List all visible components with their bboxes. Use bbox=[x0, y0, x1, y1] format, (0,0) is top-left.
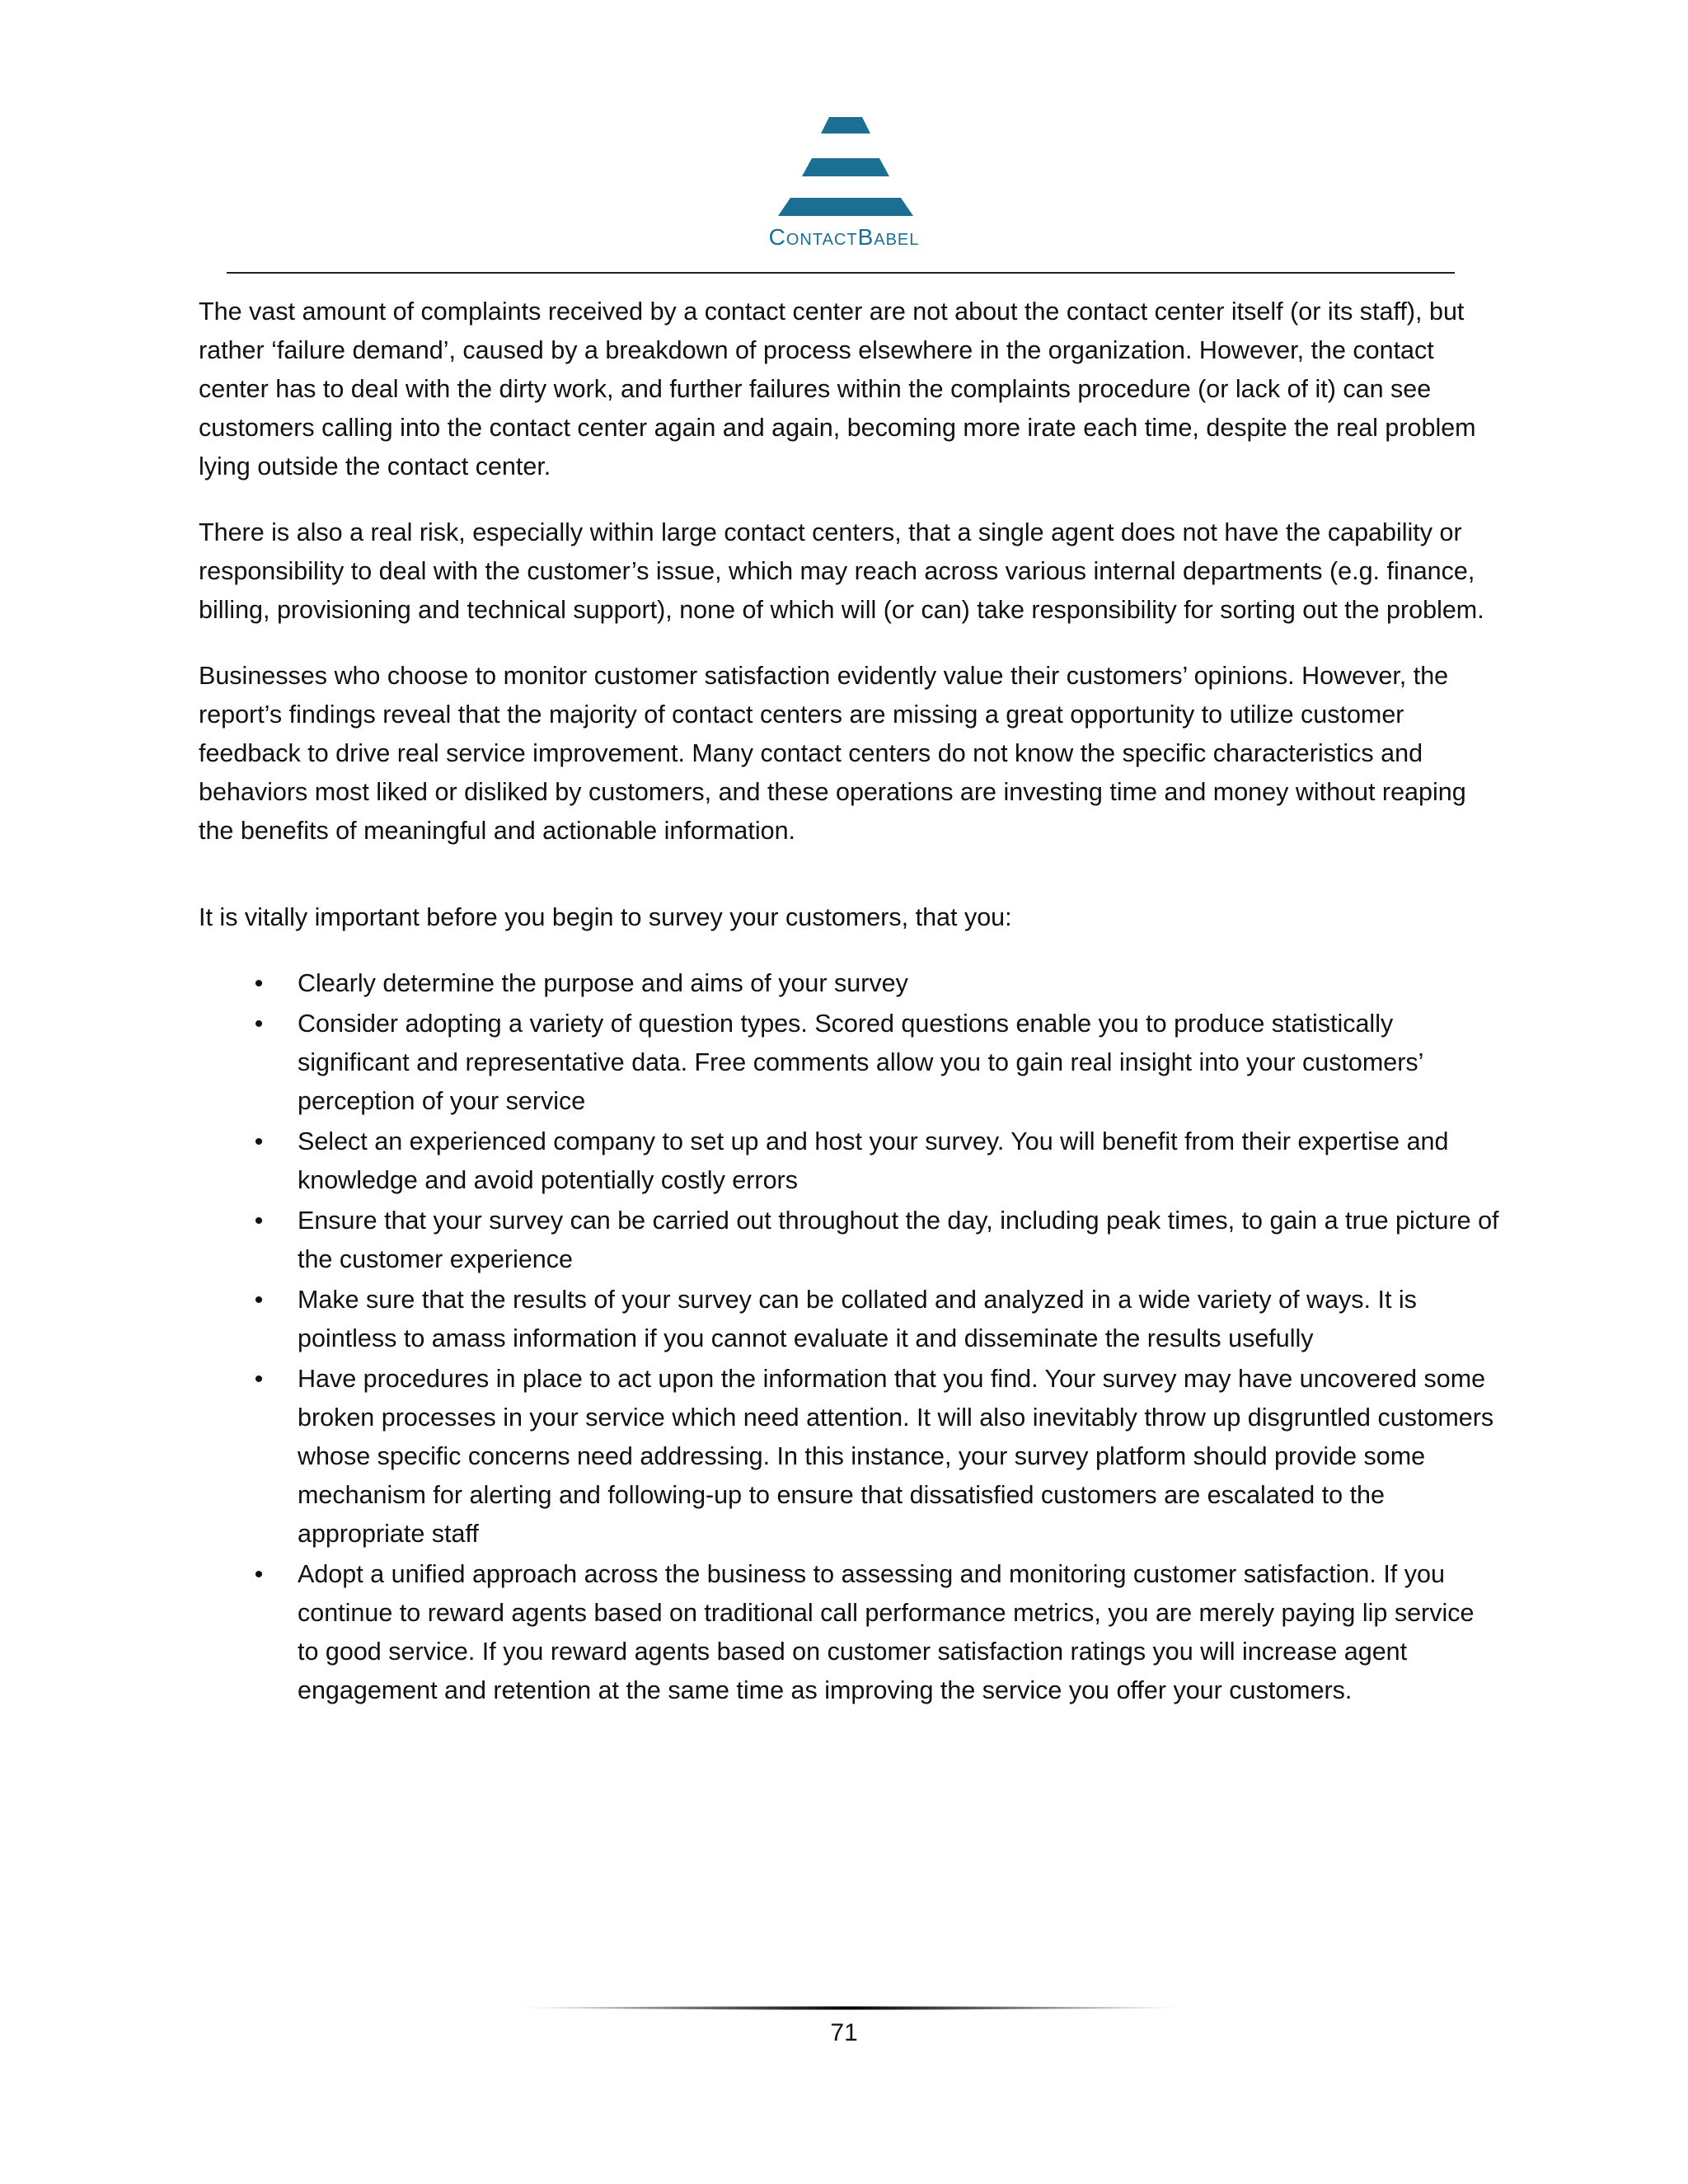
list-item-text: Have procedures in place to act upon the information that you find. Your survey may have uncovered some broken processes in your service which need attention. It will also inevitably throw up disgruntled customers whose specific concerns need addressing. In this instance, your survey platform should provide some mechanism for alerting and following-up to ensure that dissatisfied customers are escalated to the appropriate staff bbox=[298, 1365, 1494, 1548]
paragraph-survey-intro: It is vitally important before you begin to survey your customers, that you: bbox=[199, 903, 1012, 931]
survey-recommendations-list bbox=[199, 964, 1501, 1710]
bullet-marker: • bbox=[254, 1207, 264, 1235]
list-item-text: Adopt a unified approach across the business to assessing and monitoring customer satisfaction. If you continue to reward agents based on traditional call performance metrics, you are merely paying lip service to good service. If you reward agents based on customer satisfaction ratings you will increase agent engagement and retention at the same time as improving the service you offer your customers. bbox=[298, 1560, 1475, 1704]
bullet-marker: • bbox=[254, 1128, 264, 1155]
header-divider bbox=[227, 272, 1455, 274]
paragraph-customer-feedback: Businesses who choose to monitor customer satisfaction evidently value their customers’ opinions. However, the report’s findings reveal that the majority of contact centers are missing a great opportunity to utilize customer feedback to drive real service improvement. Many contact centers do not know the specific characteristics and behaviors most liked or disliked by customers, and these operations are investing time and money without reaping the benefits of meaningful and actionable information. bbox=[199, 662, 1466, 845]
bullet-marker: • bbox=[254, 1561, 264, 1588]
list-item bbox=[199, 1555, 1501, 1710]
list-item bbox=[199, 1202, 1501, 1279]
bullet-marker: • bbox=[254, 1286, 264, 1314]
list-item bbox=[199, 964, 1501, 1003]
bullet-marker: • bbox=[254, 1010, 264, 1038]
list-item bbox=[199, 1005, 1501, 1121]
page-number: 71 bbox=[830, 2019, 858, 2046]
paragraph-agent-responsibility: There is also a real risk, especially within large contact centers, that a single agent does not have the capability or responsibility to deal with the customer’s issue, which may reach across various internal departments (e.g. finance, billing, provisioning and technical support), none of which will (or can) take responsibility for sorting out the problem. bbox=[199, 518, 1484, 624]
list-item-text: Consider adopting a variety of question types. Scored questions enable you to produce statistically significant and representative data. Free comments allow you to gain real insight into your customers’ perception of your service bbox=[298, 1010, 1423, 1115]
list-item bbox=[199, 1281, 1501, 1358]
paragraph-failure-demand: The vast amount of complaints received by a contact center are not about the contact center itself (or its staff), but rather ‘failure demand’, caused by a breakdown of process elsewhere in the organization. However, the contact center has to deal with the dirty work, and further failures within the complaints procedure (or lack of it) can see customers calling into the contact center again and again, becoming more irate each time, despite the real problem lying outside the contact center. bbox=[199, 298, 1476, 480]
list-item-text: Make sure that the results of your survey can be collated and analyzed in a wide variety of ways. It is pointless to amass information if you cannot evaluate it and disseminate the results usefully bbox=[298, 1286, 1417, 1352]
list-item bbox=[199, 1360, 1501, 1554]
list-item-text: Ensure that your survey can be carried out throughout the day, including peak times, to gain a true picture of the customer experience bbox=[298, 1207, 1499, 1273]
list-item-text: Select an experienced company to set up and host your survey. You will benefit from their expertise and knowledge and avoid potentially costly errors bbox=[298, 1127, 1449, 1194]
bullet-marker: • bbox=[254, 1366, 264, 1393]
list-item-text: Clearly determine the purpose and aims of your survey bbox=[298, 969, 908, 997]
page-header bbox=[0, 0, 1688, 280]
bullet-marker: • bbox=[254, 970, 264, 997]
company-logo-text: ContactBabel bbox=[768, 224, 920, 250]
list-item bbox=[199, 1122, 1501, 1200]
document-body bbox=[199, 293, 1501, 1712]
pyramid-logo-icon bbox=[765, 117, 926, 218]
footer-divider bbox=[503, 2006, 1195, 2013]
